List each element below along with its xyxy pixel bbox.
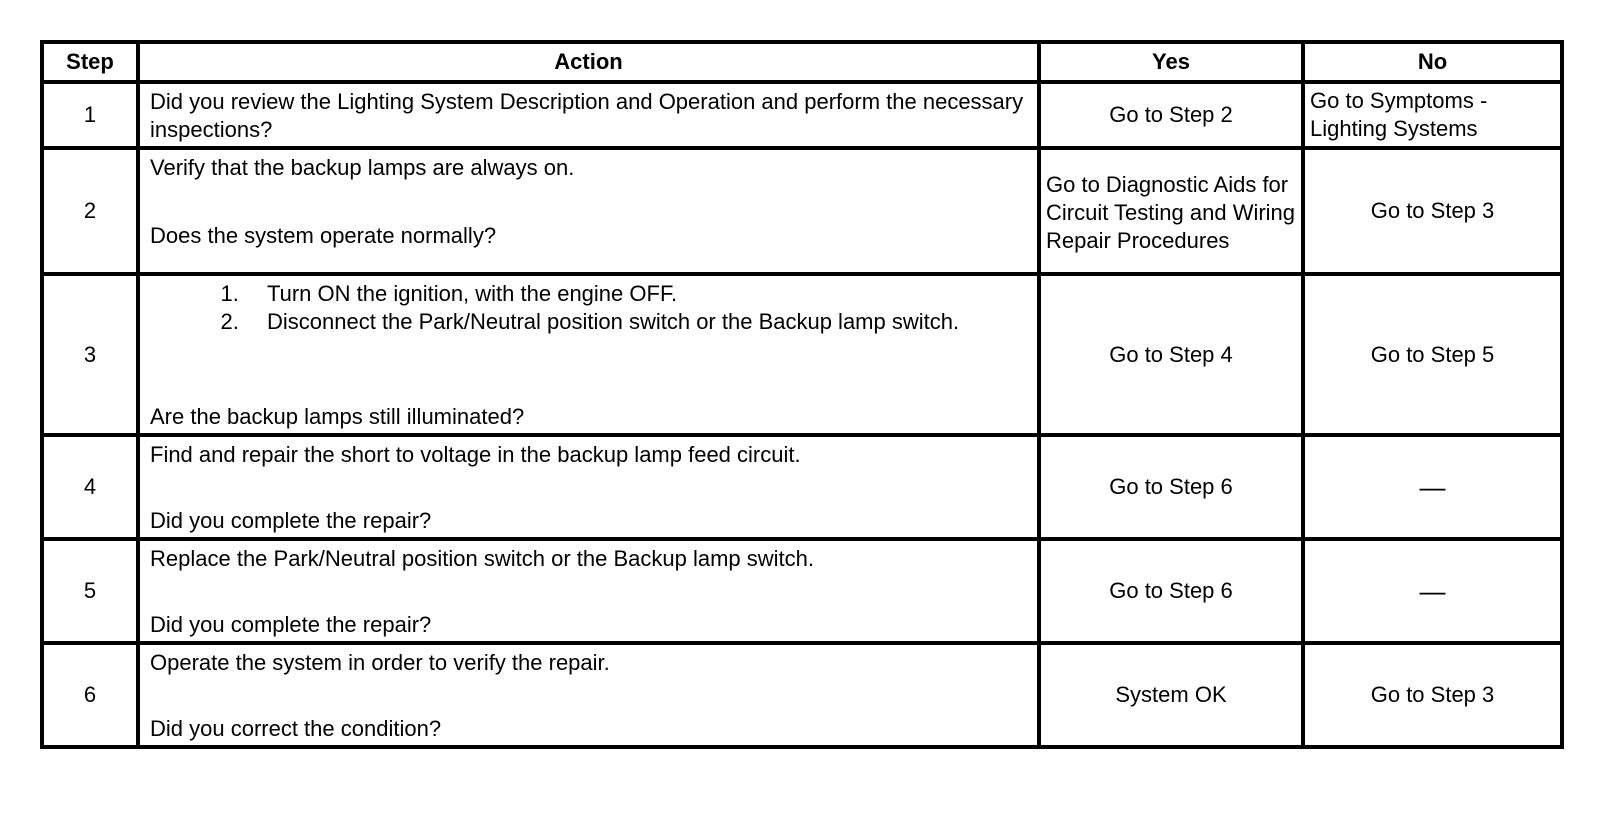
no-cell: Go to Step 3 bbox=[1303, 643, 1562, 747]
action-cell bbox=[138, 148, 1039, 274]
action-cell bbox=[138, 435, 1039, 539]
table-row bbox=[42, 274, 1562, 435]
yes-cell: Go to Step 6 bbox=[1039, 435, 1303, 539]
header-yes: Yes bbox=[1039, 42, 1303, 82]
action-question: Does the system operate normally? bbox=[150, 223, 497, 248]
header-no: No bbox=[1303, 42, 1562, 82]
table-row bbox=[42, 82, 1562, 148]
substep-item: 2. Disconnect the Park/Neutral position switch or the Backup lamp switch. bbox=[245, 308, 1027, 336]
action-question: Did you complete the repair? bbox=[150, 612, 432, 637]
yes-cell: System OK bbox=[1039, 643, 1303, 747]
no-cell: Go to Step 5 bbox=[1303, 274, 1562, 435]
table-row bbox=[42, 435, 1562, 539]
action-text: Verify that the backup lamps are always on. bbox=[150, 155, 575, 180]
table-row bbox=[42, 643, 1562, 747]
no-cell: — bbox=[1303, 539, 1562, 643]
step-number: 5 bbox=[42, 539, 138, 643]
action-cell bbox=[138, 539, 1039, 643]
table-row bbox=[42, 539, 1562, 643]
action-text: Operate the system in order to verify the repair. bbox=[150, 650, 610, 675]
no-cell: — bbox=[1303, 435, 1562, 539]
action-question: Did you correct the condition? bbox=[150, 716, 442, 741]
step-number: 6 bbox=[42, 643, 138, 747]
step-number: 4 bbox=[42, 435, 138, 539]
action-cell bbox=[138, 82, 1039, 148]
step-number: 3 bbox=[42, 274, 138, 435]
action-question: Are the backup lamps still illuminated? bbox=[150, 404, 525, 429]
no-cell: Go to Symptoms - Lighting Systems bbox=[1303, 82, 1562, 148]
action-cell bbox=[138, 274, 1039, 435]
substep-list bbox=[150, 280, 1027, 336]
substep-item: 1. Turn ON the ignition, with the engine OFF. bbox=[245, 280, 1027, 308]
yes-cell: Go to Step 6 bbox=[1039, 539, 1303, 643]
action-text: Find and repair the short to voltage in the backup lamp feed circuit. bbox=[150, 442, 801, 467]
header-action: Action bbox=[138, 42, 1039, 82]
action-cell bbox=[138, 643, 1039, 747]
action-text: Did you review the Lighting System Description and Operation and perform the necessary inspections? bbox=[150, 89, 1024, 142]
yes-cell: Go to Step 2 bbox=[1039, 82, 1303, 148]
step-number: 1 bbox=[42, 82, 138, 148]
header-row bbox=[42, 42, 1562, 82]
action-text: Replace the Park/Neutral position switch or the Backup lamp switch. bbox=[150, 546, 814, 571]
table-row bbox=[42, 148, 1562, 274]
diagnostic-table bbox=[40, 40, 1564, 749]
header-step: Step bbox=[42, 42, 138, 82]
no-cell: Go to Step 3 bbox=[1303, 148, 1562, 274]
step-number: 2 bbox=[42, 148, 138, 274]
yes-cell: Go to Step 4 bbox=[1039, 274, 1303, 435]
action-question: Did you complete the repair? bbox=[150, 508, 432, 533]
yes-cell: Go to Diagnostic Aids for Circuit Testing and Wiring Repair Procedures bbox=[1039, 148, 1303, 274]
